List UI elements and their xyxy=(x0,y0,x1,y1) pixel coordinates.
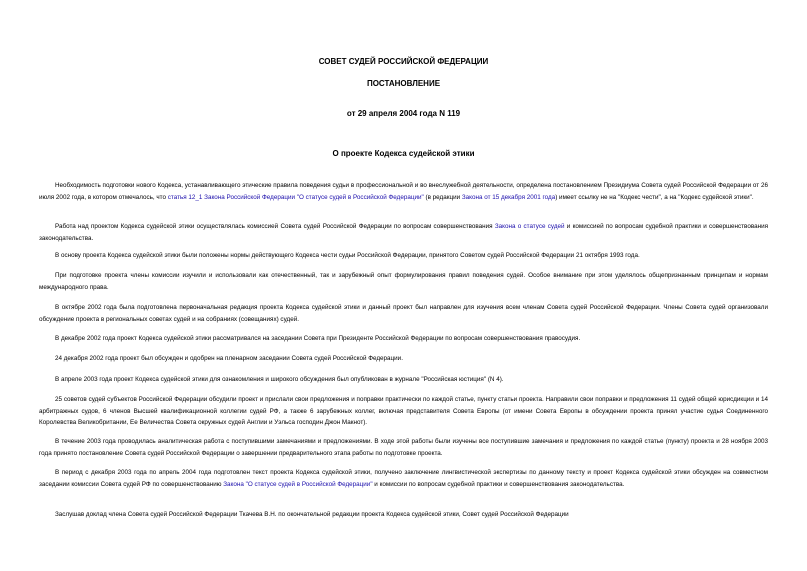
paragraph-text: Необходимость подготовки нового Кодекса, устанавливающего этические правила поведения судьи в профессиональной и во внеслужебной деятельности, определена постановлением Президиума Совета судей Российской Федерации от 26 июля 2002 года, в котором отмечалось, что xyxy=(39,182,768,201)
paragraph-2 xyxy=(39,221,768,244)
document-type: ПОСТАНОВЛЕНИЕ xyxy=(366,79,441,88)
document-date-number: от 29 апреля 2004 года N 119 xyxy=(346,109,461,118)
judges-status-law-full-link[interactable]: Закона "О статусе судей в Российской Федерации" xyxy=(223,480,373,488)
paragraph-11 xyxy=(39,467,768,490)
judges-status-law-link[interactable]: Закона о статусе судей xyxy=(494,223,565,230)
paragraph-text: и комиссией по вопросам судебной практики и совершенствования законодательства. xyxy=(39,223,768,242)
paragraph-10: В течение 2003 года проводилась аналитическая работа с поступившими замечаниями и предложениями. В ходе этой работы были изучены все поступившие замечания и предложения по каждой статье (пункту) проекта и 28 ноября 2003 года принято постановление Совета судей Российской Федерации о завершении предварительного этапа работы по подготовке проекта. xyxy=(39,438,768,457)
law-amendment-link[interactable]: Закона от 15 декабря 2001 года xyxy=(461,193,556,201)
paragraph-9: 25 советов судей субъектов Российской Федерации обсудили проект и прислали свои предложения и поправки практически по каждой статье, пункту статьи проекта. Направили свои поправки и предложения 11 судей общей юрисдикции и 14 арбитражных судов, 6 членов Высшей квалификационной коллегии судей РФ, а также 6 зарубежных коллег, включая представителя Совета Европы (от имени Совета Европы в обсуждении проекта принял участие судья Соединенного Королевства Великобритании, Ее Величества Совета окружных судей Англии и Уэльса господин Джон Макнот). xyxy=(39,396,768,427)
paragraph-text: В период с декабря 2003 года по апрель 2004 года подготовлен текст проекта Кодекса судейской этики, получено заключение лингвистической экспертизы по данному тексту и проект Кодекса судейской этики обсужден на совместном заседании комиссии Совета судей РФ по совершенствованию xyxy=(39,469,768,488)
paragraph-7: 24 декабря 2002 года проект был обсужден и одобрен на пленарном заседании Совета судей Российской Федерации. xyxy=(55,355,403,362)
paragraph-text: ) имеет ссылку не на "Кодекс чести", а на "Кодекс судейской этики". xyxy=(555,193,754,201)
paragraph-5: В октябре 2002 года была подготовлена первоначальная редакция проекта Кодекса судейской этики и данный проект был направлен для изучения всем членам Совета судей Российской Федерации. Члены Совета судей организовали обсуждение проекта в региональных советах судей и на собраниях (совещаниях) судей. xyxy=(39,304,768,323)
issuing-organization: СОВЕТ СУДЕЙ РОССИЙСКОЙ ФЕДЕРАЦИИ xyxy=(318,57,489,66)
paragraph-8: В апреле 2003 года проект Кодекса судейской этики для ознакомления и широкого обсуждения был опубликован в журнале "Российская юстиция" (N 4). xyxy=(55,376,504,383)
document-subject: О проекте Кодекса судейской этики xyxy=(332,149,475,158)
paragraph-1 xyxy=(39,180,768,203)
paragraph-3: В основу проекта Кодекса судейской этики были положены нормы действующего Кодекса чести судьи Российской Федерации, принятого Советом судей Российской Федерации 21 октября 1993 года. xyxy=(55,252,640,259)
paragraph-6: В декабре 2002 года проект Кодекса судейской этики рассматривался на заседании Совета при Президенте Российской Федерации по вопросам совершенствования правосудия. xyxy=(55,335,581,342)
paragraph-text: и комиссии по вопросам судебной практики и совершенствования законодательства. xyxy=(372,480,625,488)
paragraph-4: При подготовке проекта члены комиссии изучили и использовали как отечественный, так и зарубежный опыт формулирования правил поведения судей. Особое внимание при этом уделялось общепризнанным принципам и нормам международного права. xyxy=(39,272,768,291)
paragraph-12: Заслушав доклад члена Совета судей Российской Федерации Ткачева В.Н. по окончательной редакции проекта Кодекса судейской этики, Совет судей Российской Федерации xyxy=(55,511,569,518)
paragraph-text: (в редакции xyxy=(423,193,462,201)
law-article-link[interactable]: статья 12_1 Закона Российской Федерации "О статусе судей в Российской Федерации" xyxy=(167,193,424,201)
paragraph-text: Работа над проектом Кодекса судейской этики осуществлялась комиссией Совета судей Российской Федерации по вопросам совершенствования xyxy=(55,223,495,230)
